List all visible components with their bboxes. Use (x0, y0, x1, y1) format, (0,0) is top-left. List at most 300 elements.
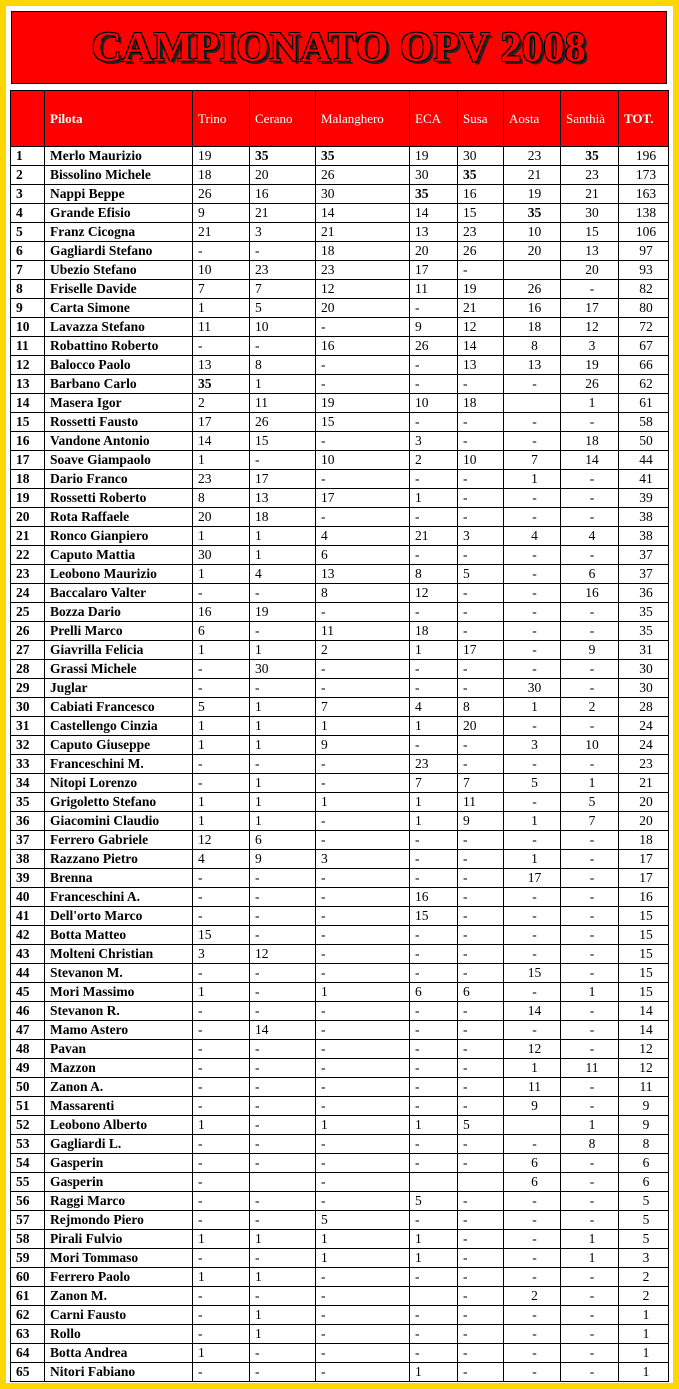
table-row (11, 432, 669, 451)
position-cell: 57 (11, 1211, 45, 1230)
trino-cell: 1 (193, 641, 250, 660)
trino-cell: - (193, 1078, 250, 1097)
cerano-cell: - (250, 983, 316, 1002)
trino-cell: 3 (193, 945, 250, 964)
susa-cell (458, 1173, 504, 1192)
cerano-cell: - (250, 1192, 316, 1211)
position-cell: 38 (11, 850, 45, 869)
malanghero-cell: 14 (316, 204, 410, 223)
trino-cell: 1 (193, 527, 250, 546)
susa-cell: - (458, 584, 504, 603)
pilot-name-cell: Mori Tommaso (45, 1249, 193, 1268)
trino-cell: 1 (193, 1116, 250, 1135)
trino-cell: - (193, 242, 250, 261)
pilot-name-cell: Gasperin (45, 1173, 193, 1192)
eca-cell: 15 (410, 907, 458, 926)
malanghero-cell: - (316, 1097, 410, 1116)
position-cell: 21 (11, 527, 45, 546)
aosta-cell: - (504, 717, 561, 736)
santhia-cell: - (561, 869, 619, 888)
table-row (11, 1249, 669, 1268)
total-cell: 9 (619, 1116, 669, 1135)
malanghero-cell: 4 (316, 527, 410, 546)
position-cell: 48 (11, 1040, 45, 1059)
trino-cell: - (193, 774, 250, 793)
eca-cell: 21 (410, 527, 458, 546)
trino-cell: - (193, 1363, 250, 1382)
malanghero-cell: - (316, 964, 410, 983)
pilot-name-cell: Dario Franco (45, 470, 193, 489)
table-row (11, 527, 669, 546)
malanghero-cell: 1 (316, 1230, 410, 1249)
pilot-name-cell: Rejmondo Piero (45, 1211, 193, 1230)
cerano-cell: - (250, 869, 316, 888)
malanghero-cell: 5 (316, 1211, 410, 1230)
aosta-cell: - (504, 508, 561, 527)
susa-cell: 13 (458, 356, 504, 375)
pilot-name-cell: Caputo Giuseppe (45, 736, 193, 755)
trino-cell: 20 (193, 508, 250, 527)
table-row (11, 812, 669, 831)
santhia-cell: - (561, 280, 619, 299)
susa-cell: - (458, 470, 504, 489)
aosta-cell: - (504, 755, 561, 774)
pilot-name-cell: Rota Raffaele (45, 508, 193, 527)
susa-cell: - (458, 660, 504, 679)
trino-cell: 1 (193, 565, 250, 584)
santhia-cell: 15 (561, 223, 619, 242)
position-cell: 50 (11, 1078, 45, 1097)
cerano-cell: 1 (250, 812, 316, 831)
susa-cell: - (458, 1230, 504, 1249)
aosta-cell: 19 (504, 185, 561, 204)
aosta-cell: - (504, 565, 561, 584)
santhia-cell: 18 (561, 432, 619, 451)
table-row (11, 147, 669, 166)
aosta-cell: 4 (504, 527, 561, 546)
total-cell: 2 (619, 1268, 669, 1287)
table-row (11, 1344, 669, 1363)
trino-cell: 15 (193, 926, 250, 945)
aosta-cell: 1 (504, 812, 561, 831)
position-cell: 33 (11, 755, 45, 774)
total-cell: 106 (619, 223, 669, 242)
susa-cell: 11 (458, 793, 504, 812)
eca-cell: - (410, 375, 458, 394)
aosta-cell: 13 (504, 356, 561, 375)
santhia-cell: - (561, 1287, 619, 1306)
position-cell: 34 (11, 774, 45, 793)
susa-cell: 17 (458, 641, 504, 660)
cerano-cell: 1 (250, 1268, 316, 1287)
table-row (11, 1363, 669, 1382)
aosta-cell: 23 (504, 147, 561, 166)
pilot-name-cell: Balocco Paolo (45, 356, 193, 375)
pilot-name-cell: Brenna (45, 869, 193, 888)
pilot-name-cell: Bozza Dario (45, 603, 193, 622)
aosta-cell: - (504, 584, 561, 603)
total-cell: 37 (619, 546, 669, 565)
table-row (11, 983, 669, 1002)
pilot-name-cell: Gagliardi Stefano (45, 242, 193, 261)
total-cell: 3 (619, 1249, 669, 1268)
santhia-cell: - (561, 489, 619, 508)
total-cell: 58 (619, 413, 669, 432)
pilot-name-cell: Pirali Fulvio (45, 1230, 193, 1249)
trino-cell: - (193, 337, 250, 356)
eca-cell: 9 (410, 318, 458, 337)
aosta-cell: - (504, 1021, 561, 1040)
malanghero-cell: 13 (316, 565, 410, 584)
position-cell: 32 (11, 736, 45, 755)
eca-cell: - (410, 736, 458, 755)
aosta-cell: - (504, 546, 561, 565)
trino-cell: 11 (193, 318, 250, 337)
trino-cell: 23 (193, 470, 250, 489)
malanghero-cell: - (316, 945, 410, 964)
table-row (11, 318, 669, 337)
pilot-name-cell: Nappi Beppe (45, 185, 193, 204)
position-cell: 44 (11, 964, 45, 983)
aosta-cell: - (504, 489, 561, 508)
eca-cell: 1 (410, 1249, 458, 1268)
pilot-name-cell: Franceschini A. (45, 888, 193, 907)
aosta-cell: 11 (504, 1078, 561, 1097)
position-cell: 60 (11, 1268, 45, 1287)
position-cell: 1 (11, 147, 45, 166)
susa-cell: 3 (458, 527, 504, 546)
position-cell: 35 (11, 793, 45, 812)
eca-cell: 35 (410, 185, 458, 204)
cerano-cell: 3 (250, 223, 316, 242)
cerano-cell: 1 (250, 774, 316, 793)
total-cell: 24 (619, 736, 669, 755)
position-cell: 61 (11, 1287, 45, 1306)
trino-cell: 1 (193, 1268, 250, 1287)
cerano-cell: 35 (250, 147, 316, 166)
cerano-cell: 20 (250, 166, 316, 185)
position-cell: 9 (11, 299, 45, 318)
pilot-name-cell: Nitori Fabiano (45, 1363, 193, 1382)
total-cell: 15 (619, 926, 669, 945)
position-cell: 19 (11, 489, 45, 508)
pilot-name-cell: Baccalaro Valter (45, 584, 193, 603)
aosta-cell: 16 (504, 299, 561, 318)
table-row (11, 660, 669, 679)
malanghero-cell: - (316, 1344, 410, 1363)
susa-cell: - (458, 1078, 504, 1097)
cerano-cell: 21 (250, 204, 316, 223)
aosta-cell: 6 (504, 1154, 561, 1173)
santhia-cell: - (561, 1021, 619, 1040)
total-cell: 17 (619, 869, 669, 888)
susa-cell: - (458, 1211, 504, 1230)
pilot-name-cell: Lavazza Stefano (45, 318, 193, 337)
position-cell: 27 (11, 641, 45, 660)
santhia-cell: - (561, 755, 619, 774)
cerano-cell: 1 (250, 1230, 316, 1249)
eca-cell: - (410, 508, 458, 527)
position-cell: 65 (11, 1363, 45, 1382)
santhia-cell: - (561, 470, 619, 489)
total-cell: 18 (619, 831, 669, 850)
malanghero-cell: - (316, 1135, 410, 1154)
pilot-name-cell: Mamo Astero (45, 1021, 193, 1040)
eca-cell: 2 (410, 451, 458, 470)
table-row (11, 470, 669, 489)
position-cell: 4 (11, 204, 45, 223)
susa-cell: 16 (458, 185, 504, 204)
trino-cell: - (193, 1135, 250, 1154)
position-cell: 63 (11, 1325, 45, 1344)
cerano-cell: 8 (250, 356, 316, 375)
susa-cell: - (458, 1021, 504, 1040)
trino-cell: - (193, 1002, 250, 1021)
santhia-cell: - (561, 1097, 619, 1116)
total-cell: 39 (619, 489, 669, 508)
pilot-name-cell: Prelli Marco (45, 622, 193, 641)
santhia-cell: 5 (561, 793, 619, 812)
malanghero-cell: - (316, 660, 410, 679)
cerano-cell: 14 (250, 1021, 316, 1040)
trino-cell: 1 (193, 983, 250, 1002)
total-cell: 30 (619, 660, 669, 679)
total-cell: 15 (619, 945, 669, 964)
trino-cell: 10 (193, 261, 250, 280)
cerano-cell: - (250, 1287, 316, 1306)
standings-table (10, 90, 669, 1382)
trino-cell: - (193, 869, 250, 888)
santhia-cell: - (561, 964, 619, 983)
table-row (11, 508, 669, 527)
eca-cell: 1 (410, 1363, 458, 1382)
header-pilota: Pilota (45, 91, 193, 147)
pilot-name-cell: Carta Simone (45, 299, 193, 318)
malanghero-cell: - (316, 774, 410, 793)
cerano-cell: 1 (250, 736, 316, 755)
eca-cell: - (410, 1135, 458, 1154)
susa-cell: - (458, 1002, 504, 1021)
eca-cell: 14 (410, 204, 458, 223)
malanghero-cell: 1 (316, 717, 410, 736)
header-trino: Trino (193, 91, 250, 147)
table-row (11, 223, 669, 242)
susa-cell: 35 (458, 166, 504, 185)
position-cell: 51 (11, 1097, 45, 1116)
aosta-cell: 5 (504, 774, 561, 793)
susa-cell: 5 (458, 565, 504, 584)
position-cell: 25 (11, 603, 45, 622)
total-cell: 16 (619, 888, 669, 907)
malanghero-cell: - (316, 888, 410, 907)
total-cell: 35 (619, 622, 669, 641)
trino-cell: - (193, 1040, 250, 1059)
pilot-name-cell: Dell'orto Marco (45, 907, 193, 926)
pilot-name-cell: Botta Matteo (45, 926, 193, 945)
santhia-cell: 3 (561, 337, 619, 356)
aosta-cell: 1 (504, 850, 561, 869)
aosta-cell: 1 (504, 698, 561, 717)
pilot-name-cell: Rossetti Fausto (45, 413, 193, 432)
position-cell: 41 (11, 907, 45, 926)
position-cell: 37 (11, 831, 45, 850)
santhia-cell: 10 (561, 736, 619, 755)
pilot-name-cell: Raggi Marco (45, 1192, 193, 1211)
malanghero-cell: - (316, 679, 410, 698)
cerano-cell: 12 (250, 945, 316, 964)
susa-cell: - (458, 1344, 504, 1363)
santhia-cell: 12 (561, 318, 619, 337)
malanghero-cell: - (316, 1059, 410, 1078)
trino-cell: - (193, 1211, 250, 1230)
table-row (11, 774, 669, 793)
pilot-name-cell: Soave Giampaolo (45, 451, 193, 470)
trino-cell: - (193, 660, 250, 679)
eca-cell: 7 (410, 774, 458, 793)
santhia-cell: - (561, 1078, 619, 1097)
santhia-cell: - (561, 850, 619, 869)
trino-cell: 6 (193, 622, 250, 641)
aosta-cell: - (504, 831, 561, 850)
aosta-cell: - (504, 413, 561, 432)
eca-cell: 17 (410, 261, 458, 280)
pilot-name-cell: Stevanon R. (45, 1002, 193, 1021)
table-row (11, 1325, 669, 1344)
position-cell: 29 (11, 679, 45, 698)
santhia-cell: - (561, 508, 619, 527)
trino-cell: 4 (193, 850, 250, 869)
eca-cell: - (410, 1059, 458, 1078)
susa-cell: - (458, 261, 504, 280)
susa-cell: - (458, 736, 504, 755)
pilot-name-cell: Merlo Maurizio (45, 147, 193, 166)
susa-cell: - (458, 945, 504, 964)
aosta-cell (504, 1116, 561, 1135)
total-cell: 37 (619, 565, 669, 584)
susa-cell: - (458, 1249, 504, 1268)
total-cell: 1 (619, 1325, 669, 1344)
susa-cell: 6 (458, 983, 504, 1002)
table-row (11, 1002, 669, 1021)
aosta-cell: 1 (504, 470, 561, 489)
cerano-cell: 1 (250, 375, 316, 394)
susa-cell: 19 (458, 280, 504, 299)
position-cell: 47 (11, 1021, 45, 1040)
santhia-cell: 14 (561, 451, 619, 470)
santhia-cell: 6 (561, 565, 619, 584)
header-malanghero: Malanghero (316, 91, 410, 147)
page-title: CAMPIONATO OPV 2008 (91, 24, 587, 71)
malanghero-cell: 18 (316, 242, 410, 261)
trino-cell: 1 (193, 1230, 250, 1249)
trino-cell: - (193, 1287, 250, 1306)
susa-cell: 23 (458, 223, 504, 242)
trino-cell: - (193, 584, 250, 603)
total-cell: 38 (619, 508, 669, 527)
table-row (11, 831, 669, 850)
pilot-name-cell: Leobono Alberto (45, 1116, 193, 1135)
malanghero-cell: 1 (316, 793, 410, 812)
malanghero-cell: - (316, 869, 410, 888)
eca-cell: 6 (410, 983, 458, 1002)
trino-cell: 13 (193, 356, 250, 375)
eca-cell: - (410, 470, 458, 489)
malanghero-cell: 6 (316, 546, 410, 565)
eca-cell: 26 (410, 337, 458, 356)
table-row (11, 755, 669, 774)
total-cell: 5 (619, 1192, 669, 1211)
position-cell: 55 (11, 1173, 45, 1192)
malanghero-cell: - (316, 831, 410, 850)
malanghero-cell: - (316, 508, 410, 527)
pilot-name-cell: Mazzon (45, 1059, 193, 1078)
table-row (11, 1211, 669, 1230)
position-cell: 17 (11, 451, 45, 470)
total-cell: 67 (619, 337, 669, 356)
aosta-cell: - (504, 1211, 561, 1230)
aosta-cell (504, 394, 561, 413)
total-cell: 80 (619, 299, 669, 318)
cerano-cell: 5 (250, 299, 316, 318)
table-row (11, 1192, 669, 1211)
santhia-cell: 8 (561, 1135, 619, 1154)
malanghero-cell: 12 (316, 280, 410, 299)
susa-cell: - (458, 869, 504, 888)
susa-cell: - (458, 1287, 504, 1306)
trino-cell: 1 (193, 1344, 250, 1363)
table-row (11, 375, 669, 394)
position-cell: 59 (11, 1249, 45, 1268)
total-cell: 38 (619, 527, 669, 546)
malanghero-cell: 26 (316, 166, 410, 185)
aosta-cell (504, 261, 561, 280)
aosta-cell: 26 (504, 280, 561, 299)
position-cell: 18 (11, 470, 45, 489)
eca-cell: 5 (410, 1192, 458, 1211)
malanghero-cell: - (316, 356, 410, 375)
aosta-cell: 30 (504, 679, 561, 698)
aosta-cell: - (504, 1363, 561, 1382)
santhia-cell: - (561, 1306, 619, 1325)
malanghero-cell: - (316, 375, 410, 394)
susa-cell: - (458, 1306, 504, 1325)
total-cell: 97 (619, 242, 669, 261)
pilot-name-cell: Gasperin (45, 1154, 193, 1173)
total-cell: 24 (619, 717, 669, 736)
santhia-cell: - (561, 1173, 619, 1192)
pilot-name-cell: Rollo (45, 1325, 193, 1344)
cerano-cell: - (250, 1059, 316, 1078)
susa-cell: 21 (458, 299, 504, 318)
aosta-cell: - (504, 1306, 561, 1325)
position-cell: 13 (11, 375, 45, 394)
aosta-cell: 21 (504, 166, 561, 185)
santhia-cell: 7 (561, 812, 619, 831)
aosta-cell: - (504, 1268, 561, 1287)
pilot-name-cell: Zanon M. (45, 1287, 193, 1306)
cerano-cell: 1 (250, 698, 316, 717)
total-cell: 5 (619, 1211, 669, 1230)
cerano-cell: 1 (250, 793, 316, 812)
aosta-cell: - (504, 603, 561, 622)
pilot-name-cell: Ubezio Stefano (45, 261, 193, 280)
table-row (11, 451, 669, 470)
santhia-cell: - (561, 1211, 619, 1230)
trino-cell: 17 (193, 413, 250, 432)
malanghero-cell: 1 (316, 983, 410, 1002)
eca-cell: - (410, 413, 458, 432)
position-cell: 3 (11, 185, 45, 204)
